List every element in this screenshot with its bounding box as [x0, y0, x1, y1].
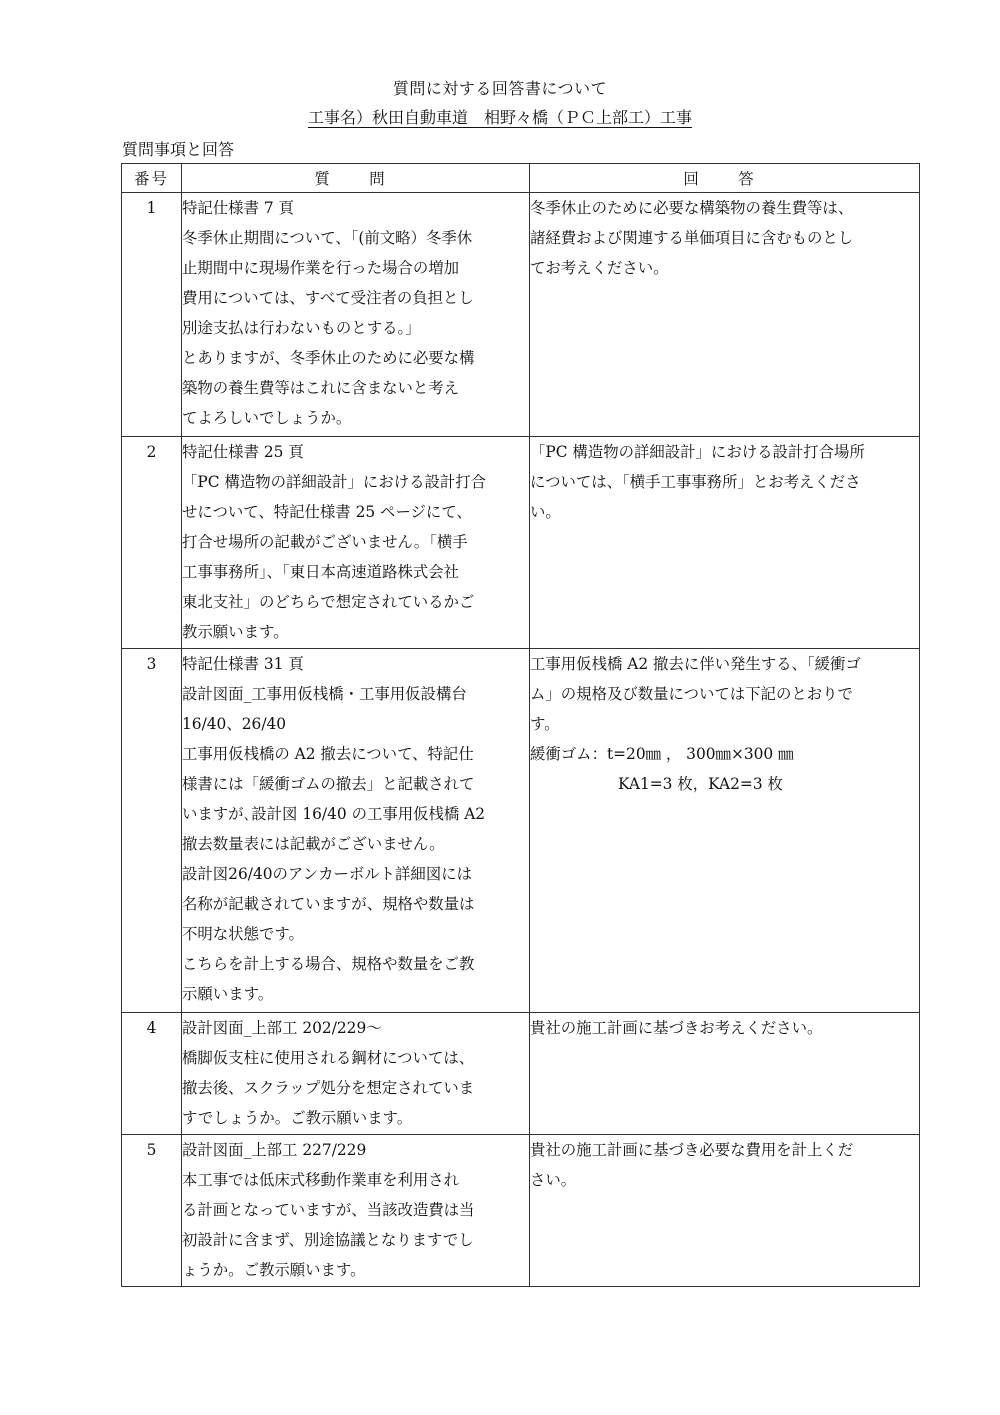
row-number: 5: [122, 1135, 182, 1287]
answer-line: い。: [530, 503, 561, 521]
answer-line-quantity: KA1=3 枚，KA2=3 枚: [618, 775, 783, 793]
table-row: [122, 649, 920, 1013]
question-line: 設計図面_上部工 227/229: [182, 1141, 367, 1159]
question-line: 設計図面_工事用仮桟橋・工事用仮設構台: [182, 685, 467, 703]
question-line: 撤去後、スクラップ処分を想定されていま: [182, 1079, 475, 1097]
answer-line: については、「横手工事事務所」とお考えくださ: [530, 473, 861, 491]
question-line: 東北支社」のどちらで想定されているかご: [182, 593, 475, 611]
question-line: いますが､設計図 16/40 の工事用仮桟橋 A2: [182, 805, 486, 823]
question-line: 設計図面_上部工 202/229～: [182, 1019, 382, 1037]
question-line: 工事用仮桟橋の A2 撤去について、特記仕: [182, 745, 474, 763]
question-line: ょうか。ご教示願います。: [182, 1261, 366, 1279]
question-line: 設計図26/40のアンカーボルト詳細図には: [182, 865, 472, 883]
question-line: 橋脚仮支柱に使用される鋼材については、: [182, 1049, 475, 1067]
question-line: 様書には「緩衝ゴムの撤去」と記載されて: [182, 775, 475, 793]
question-cell: [182, 1013, 530, 1135]
table-row: [122, 193, 920, 437]
question-cell: [182, 649, 530, 1013]
answer-line: さい。: [530, 1171, 577, 1189]
answer-cell: [530, 437, 920, 649]
question-line: 教示願います。: [182, 623, 289, 641]
answer-cell: [530, 1135, 920, 1287]
answer-line: 緩衝ゴム：t=20㎜ ， 300㎜×300 ㎜: [530, 745, 794, 763]
row-number: 2: [122, 437, 182, 649]
answer-line: てお考えください。: [530, 259, 669, 277]
question-line: 特記仕様書 25 頁: [182, 443, 304, 461]
question-line: 冬季休止期間について、「(前文略）冬季休: [182, 229, 473, 247]
question-line: すでしょうか。ご教示願います。: [182, 1109, 413, 1127]
question-line: 示願います。: [182, 985, 274, 1003]
question-line: せについて、特記仕様書 25 ページにて、: [182, 503, 472, 521]
answer-line: 貴社の施工計画に基づきお考えください。: [530, 1019, 823, 1037]
header-question: 質 問: [182, 164, 530, 193]
question-line: とありますが、冬季休止のために必要な構: [182, 349, 475, 367]
question-line: 撤去数量表には記載がございません。: [182, 835, 445, 853]
question-line: てよろしいでしょうか。: [182, 409, 352, 427]
question-line: 止期間中に現場作業を行った場合の増加: [182, 259, 460, 277]
answer-line: 工事用仮桟橋 A2 撤去に伴い発生する、「緩衝ゴ: [530, 655, 861, 673]
answer-line: 諸経費および関連する単価項目に含むものとし: [530, 229, 854, 247]
question-line: 築物の養生費等はこれに含まないと考え: [182, 379, 460, 397]
answer-line: 冬季休止のために必要な構築物の養生費等は、: [530, 199, 854, 217]
header-number: 番号: [122, 164, 182, 193]
table-row: [122, 1135, 920, 1287]
question-line: 特記仕様書 7 頁: [182, 199, 294, 217]
answer-line: 「PC 構造物の詳細設計」における設計打合場所: [530, 443, 865, 461]
question-line: 別途支払は行わないものとする。」: [182, 319, 421, 337]
question-line: こちらを計上する場合、規格や数量をご教: [182, 955, 475, 973]
project-name-text: 工事名）秋田自動車道 相野々橋（ＰＣ上部工）工事: [307, 108, 692, 127]
row-number: 4: [122, 1013, 182, 1135]
question-line: 特記仕様書 31 頁: [182, 655, 304, 673]
qa-table: [121, 163, 920, 1287]
question-line: 本工事では低床式移動作業車を利用され: [182, 1171, 460, 1189]
document-title: 質問に対する回答書について: [392, 79, 608, 98]
row-number: 3: [122, 649, 182, 1013]
answer-cell: [530, 193, 920, 437]
row-number: 1: [122, 193, 182, 437]
question-cell: [182, 437, 530, 649]
answer-cell: [530, 649, 920, 1013]
question-line: 初設計に含まず、別途協議となりますでし: [182, 1231, 474, 1249]
question-line: 「PC 構造物の詳細設計」における設計打合: [182, 473, 487, 491]
question-line: 不明な状態です。: [182, 925, 304, 943]
answer-line: 貴社の施工計画に基づき必要な費用を計上くだ: [530, 1141, 854, 1159]
question-line: 16/40、26/40: [182, 715, 287, 733]
section-label: 質問事項と回答: [122, 140, 235, 159]
question-cell: [182, 193, 530, 437]
table-header-row: [122, 164, 920, 193]
answer-cell: [530, 1013, 920, 1135]
table-row: [122, 437, 920, 649]
question-line: る計画となっていますが、当該改造費は当: [182, 1201, 475, 1219]
question-line: 工事事務所」、「東日本高速道路株式会社: [182, 563, 460, 581]
question-line: 費用については、すべて受注者の負担とし: [182, 289, 474, 307]
project-name: [0, 105, 1000, 128]
answer-line: ム」の規格及び数量については下記のとおりで: [530, 685, 853, 703]
table-row: [122, 1013, 920, 1135]
header-answer: 回 答: [530, 164, 920, 193]
question-line: 打合せ場所の記載がございません。「横手: [182, 533, 468, 551]
answer-line: す。: [530, 715, 560, 733]
question-line: 名称が記載されていますが、規格や数量は: [182, 895, 475, 913]
question-cell: [182, 1135, 530, 1287]
